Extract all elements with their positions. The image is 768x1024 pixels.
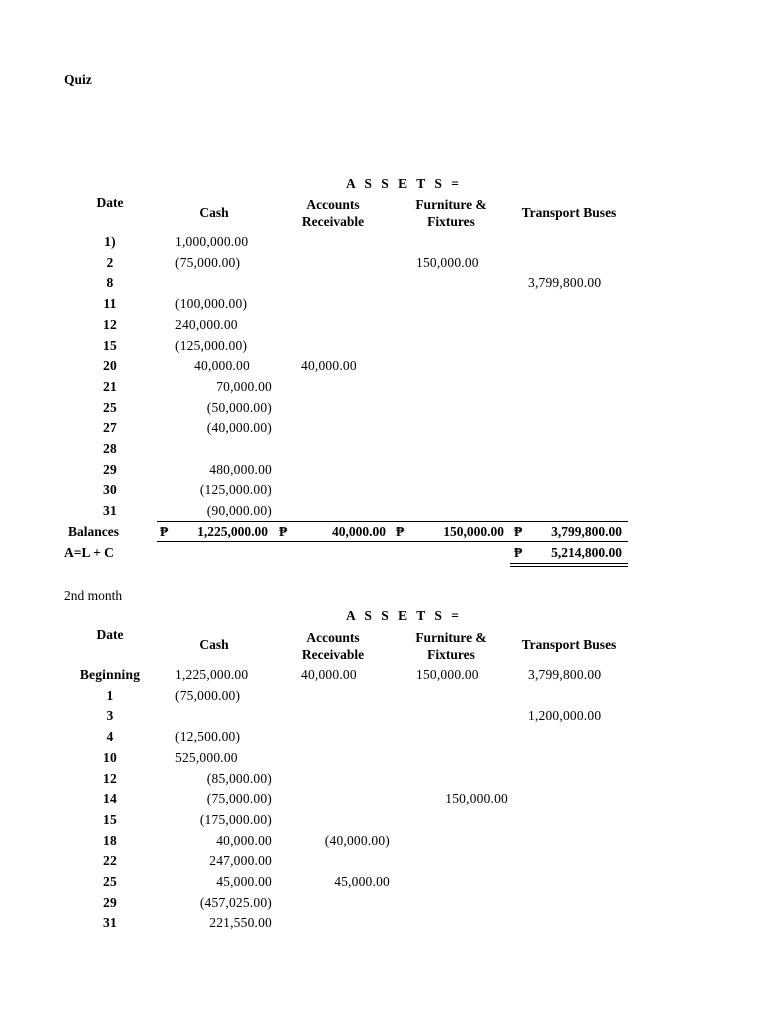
cell-furniture-fixtures: 150,000.00 <box>416 254 479 270</box>
cell-cash: (75,000.00) <box>206 791 272 807</box>
balance-cash: 1,225,000.00 <box>197 524 268 539</box>
cell-cash: (100,000.00) <box>175 296 248 312</box>
cell-cash: 240,000.00 <box>175 316 238 332</box>
row-date: 25 <box>103 399 117 415</box>
cell-accounts-receivable: 45,000.00 <box>334 874 390 889</box>
col-header-date: Date <box>96 627 124 642</box>
balances-label: Balances <box>68 524 120 539</box>
assets-header: A S S E T S = <box>346 608 462 623</box>
cell-cash: 40,000.00 <box>194 358 250 374</box>
peso-sign: ₱ <box>279 524 288 539</box>
cell-transport-buses: 3,799,800.00 <box>528 667 602 682</box>
col-header-accounts-receivable: Accounts Receivable <box>301 197 365 229</box>
row-date: 4 <box>106 729 114 745</box>
col-header-transport-buses: Transport Buses <box>521 205 617 220</box>
row-date: 30 <box>103 482 117 498</box>
row-date: 31 <box>103 915 117 931</box>
row-date: 18 <box>103 832 117 848</box>
row-date: 8 <box>106 275 114 291</box>
cell-cash: 247,000.00 <box>209 853 272 869</box>
cell-cash: (85,000.00) <box>206 770 272 786</box>
cell-cash: 45,000.00 <box>216 874 272 889</box>
row-date: 29 <box>103 461 117 477</box>
cell-cash: 40,000.00 <box>216 832 272 848</box>
document-title: Quiz <box>64 72 92 87</box>
row-date: 11 <box>103 296 117 312</box>
cell-cash: (50,000.00) <box>206 399 272 415</box>
alc-label: A=L + C <box>64 545 114 560</box>
cell-cash: (175,000.00) <box>199 811 272 827</box>
balance-accounts-receivable: 40,000.00 <box>332 524 386 539</box>
cell-cash: (457,025.00) <box>199 894 272 910</box>
row-date: 15 <box>103 337 117 353</box>
cell-cash: (75,000.00) <box>175 687 241 703</box>
row-date: 3 <box>106 708 114 724</box>
balance-transport-buses: 3,799,800.00 <box>551 524 622 539</box>
cell-transport-buses: 1,200,000.00 <box>528 708 602 724</box>
cell-furniture-fixtures: 150,000.00 <box>416 667 479 682</box>
row-date: 12 <box>103 770 117 786</box>
cell-cash: (125,000.00) <box>175 337 248 353</box>
row-date: 1 <box>106 687 114 703</box>
cell-transport-buses: 3,799,800.00 <box>528 275 602 291</box>
section-2-title: 2nd month <box>64 588 123 603</box>
col-header-furniture-fixtures: Furniture & Fixtures <box>415 197 487 229</box>
cell-cash: (12,500.00) <box>175 729 241 745</box>
cell-accounts-receivable: 40,000.00 <box>301 667 357 682</box>
col-header-cash: Cash <box>199 637 229 652</box>
col-header-transport-buses: Transport Buses <box>521 637 617 652</box>
cell-cash: (40,000.00) <box>206 420 272 436</box>
row-date: 15 <box>103 811 117 827</box>
cell-cash: (75,000.00) <box>175 254 241 270</box>
cell-cash: 525,000.00 <box>175 749 238 765</box>
cell-cash: 70,000.00 <box>216 378 272 394</box>
row-date: 28 <box>103 441 117 456</box>
row-date: 20 <box>103 358 117 374</box>
peso-sign: ₱ <box>396 524 405 539</box>
row-date: 27 <box>103 420 117 436</box>
row-date: 31 <box>103 503 117 519</box>
cell-cash: 221,550.00 <box>209 915 272 931</box>
row-date: 1) <box>104 234 116 249</box>
col-header-furniture-fixtures: Furniture & Fixtures <box>415 630 487 662</box>
peso-sign: ₱ <box>514 524 523 539</box>
col-header-accounts-receivable: Accounts Receivable <box>301 630 365 662</box>
cell-cash: 1,225,000.00 <box>175 667 249 682</box>
row-date: 12 <box>103 316 117 332</box>
row-date: 10 <box>103 749 117 765</box>
row-date: 21 <box>103 378 117 394</box>
row-date: 22 <box>103 853 117 869</box>
cell-accounts-receivable: 40,000.00 <box>301 358 357 374</box>
cell-cash: 480,000.00 <box>209 461 272 477</box>
peso-sign: ₱ <box>514 545 523 560</box>
cell-cash: (125,000.00) <box>199 482 272 498</box>
row-date: 25 <box>103 874 117 889</box>
row-date: 2 <box>106 254 114 270</box>
cell-furniture-fixtures: 150,000.00 <box>445 791 508 807</box>
cell-cash: (90,000.00) <box>206 503 272 519</box>
row-date: 14 <box>103 791 117 807</box>
cell-cash: 1,000,000.00 <box>175 234 249 249</box>
cell-accounts-receivable: (40,000.00) <box>324 832 390 848</box>
peso-sign: ₱ <box>160 524 169 539</box>
alc-total: 5,214,800.00 <box>551 545 622 560</box>
assets-header: A S S E T S = <box>346 176 462 191</box>
col-header-date: Date <box>96 195 124 210</box>
col-header-cash: Cash <box>199 205 229 220</box>
row-date: 29 <box>103 894 117 910</box>
balance-furniture-fixtures: 150,000.00 <box>443 524 504 539</box>
row-date: Beginning <box>79 667 141 682</box>
